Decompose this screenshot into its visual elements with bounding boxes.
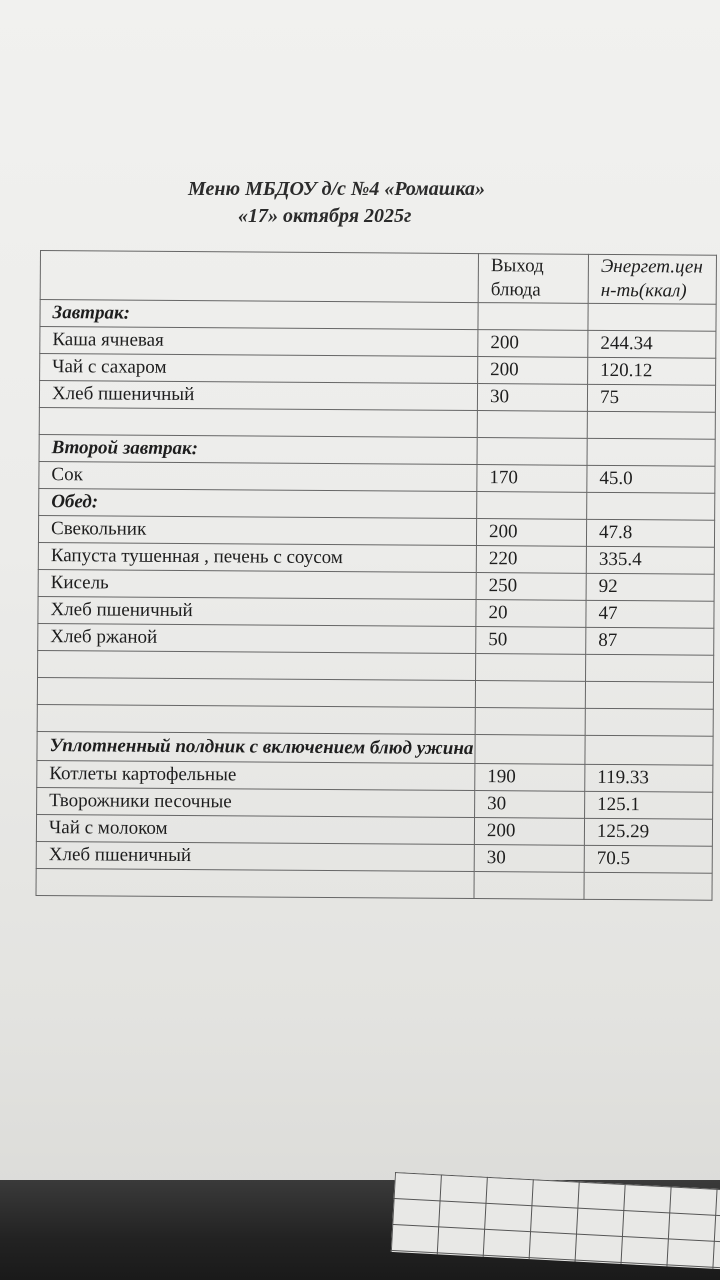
dish-kcal: 70.5 — [584, 845, 712, 873]
dish-name: Хлеб пшеничный — [39, 381, 477, 411]
header-yield-line2: блюда — [490, 279, 541, 301]
dish-name: Хлеб пшеничный — [38, 596, 476, 626]
dish-yield: 250 — [476, 573, 586, 601]
header-yield-line1: Выход — [490, 255, 544, 277]
dish-yield: 200 — [476, 519, 586, 547]
dish-name: Капуста тушенная , печень с соусом — [38, 542, 476, 572]
header-energy-line1: Энергет.цен — [600, 255, 703, 278]
dish-kcal: 125.29 — [584, 818, 712, 846]
menu-date: «17» октября 2025г — [238, 205, 412, 227]
menu-table — [35, 250, 716, 901]
dish-yield: 200 — [474, 818, 584, 846]
dish-name: Творожники песочные — [37, 787, 475, 817]
section-row-snack — [37, 731, 713, 765]
header-energy-line2: н-ть(ккал) — [600, 279, 687, 302]
dish-kcal: 335.4 — [586, 546, 714, 574]
dish-yield: 30 — [475, 791, 585, 819]
dish-name: Свекольник — [38, 515, 476, 545]
dish-yield: 200 — [478, 330, 588, 358]
empty-row — [36, 868, 712, 900]
section-snack-label: Уплотненный полдник с включением блюд ужина — [37, 731, 475, 763]
section-lunch-label: Обед: — [39, 488, 477, 518]
dish-kcal: 244.34 — [588, 330, 716, 358]
dish-name: Сок — [39, 461, 477, 491]
header-energy — [588, 254, 716, 304]
dish-kcal: 120.12 — [588, 357, 716, 385]
dish-yield: 200 — [478, 357, 588, 385]
dish-yield: 220 — [476, 546, 586, 574]
dish-kcal: 119.33 — [585, 764, 713, 792]
dish-kcal: 45.0 — [587, 465, 715, 493]
table-header-row — [40, 251, 716, 305]
dish-yield: 50 — [476, 627, 586, 655]
dish-name: Хлеб ржаной — [38, 623, 476, 653]
section-second-breakfast-label: Второй завтрак: — [39, 434, 477, 464]
dish-yield: 190 — [475, 764, 585, 792]
menu-title: Меню МБДОУ д/с №4 «Ромашка» — [188, 178, 486, 200]
dish-kcal: 92 — [586, 573, 714, 601]
dish-yield: 170 — [477, 465, 587, 493]
dish-kcal: 125.1 — [585, 791, 713, 819]
dish-name: Котлеты картофельные — [37, 760, 475, 790]
dish-kcal: 87 — [586, 627, 714, 655]
dish-yield: 30 — [477, 384, 587, 412]
dish-kcal: 75 — [587, 384, 715, 412]
dish-name: Чай с молоком — [36, 814, 474, 844]
section-breakfast-label: Завтрак: — [40, 300, 478, 330]
dish-kcal: 47.8 — [586, 519, 714, 547]
dish-name: Хлеб пшеничный — [36, 841, 474, 871]
dish-yield: 30 — [474, 845, 584, 873]
dish-name: Кисель — [38, 569, 476, 599]
dish-yield: 20 — [476, 600, 586, 628]
dish-kcal: 47 — [586, 600, 714, 628]
header-empty-cell — [40, 251, 478, 303]
dish-name: Каша ячневая — [40, 327, 478, 357]
header-yield — [478, 254, 588, 304]
dish-name: Чай с сахаром — [40, 354, 478, 384]
